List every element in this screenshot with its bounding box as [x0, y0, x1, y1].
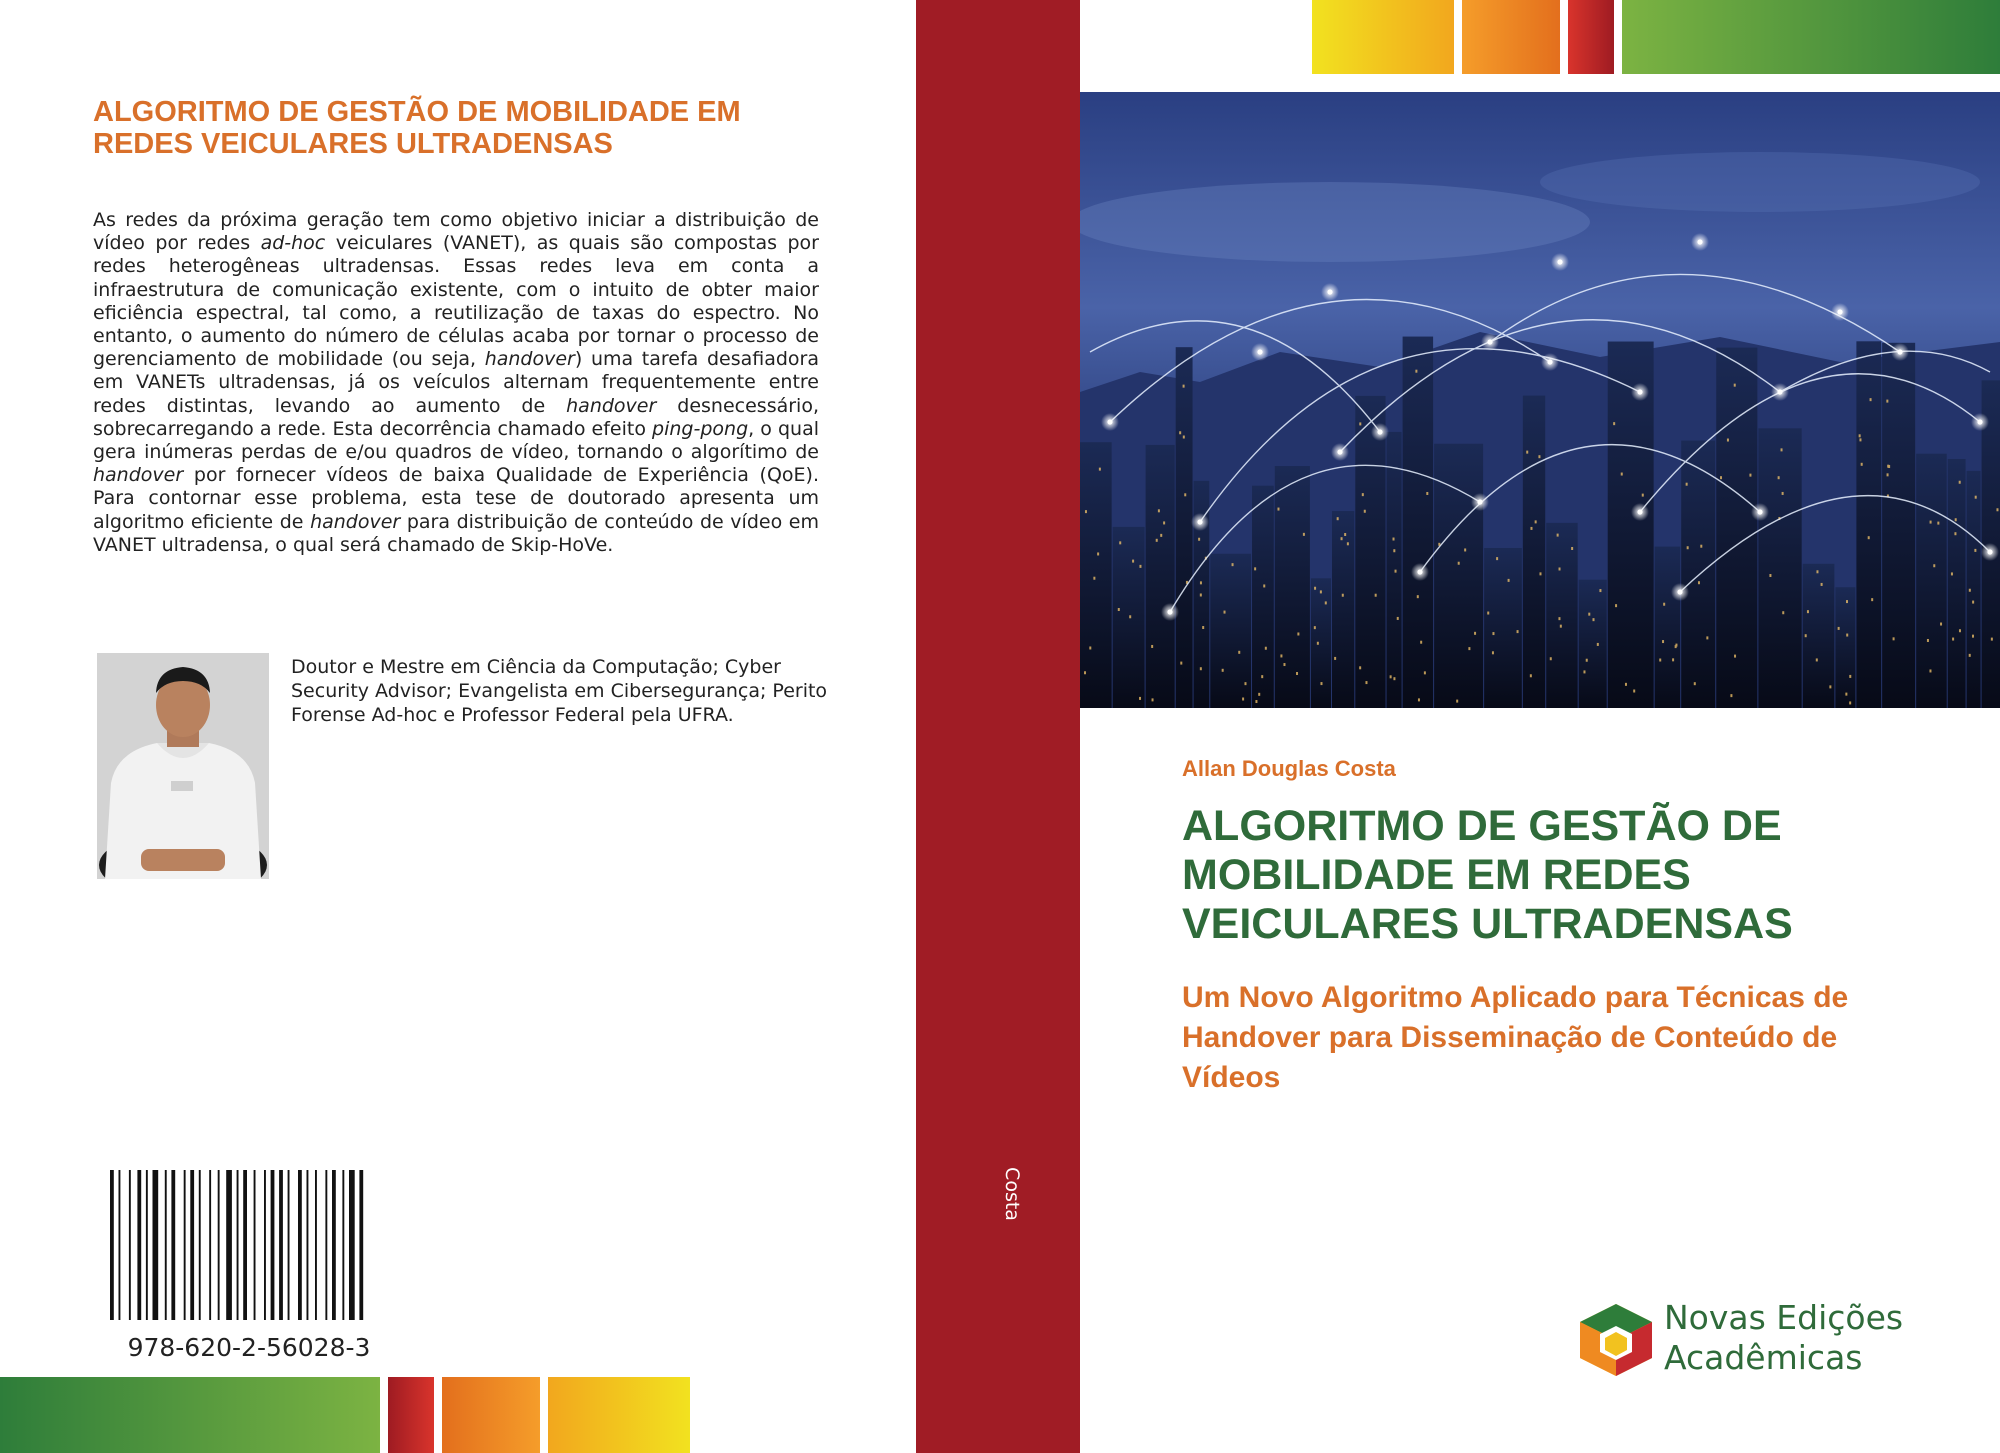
front-title: ALGORITMO DE GESTÃO DE MOBILIDADE EM REDES VEICULARES ULTRADENSAS	[1182, 802, 1793, 948]
author-bio: Doutor e Mestre em Ciência da Computação; Cyber Security Advisor; Evangelista em Cibersegurança; Perito Forense Ad-hoc e Professor Federal pela UFRA.	[291, 656, 828, 726]
back-cover-abstract	[93, 209, 819, 557]
front-subtitle: Um Novo Algoritmo Aplicado para Técnicas de Handover para Disseminação de Conteúdo de Vídeos	[1182, 981, 1849, 1094]
spine-author: Costa	[1001, 1167, 1023, 1221]
front-author: Allan Douglas Costa	[1182, 756, 1396, 781]
bottom-stripe-green	[0, 1377, 380, 1453]
top-stripe-red	[1568, 0, 1614, 74]
back-cover-title: ALGORITMO DE GESTÃO DE MOBILIDADE EM REDES VEICULARES ULTRADENSAS	[93, 96, 741, 160]
abstract-text: , o qual gera inúmeras perdas de e/ou quadros de vídeo, tornando o algorítimo de	[93, 417, 819, 464]
abstract-emphasis: handover	[484, 348, 575, 371]
publisher-name-line2: Acadêmicas	[1664, 1338, 1863, 1377]
barcode	[110, 1170, 388, 1320]
bottom-stripe-red	[388, 1377, 434, 1453]
abstract-emphasis: ping-pong	[652, 417, 749, 440]
abstract-emphasis: handover	[566, 394, 657, 417]
bottom-stripe-yellow	[548, 1377, 690, 1453]
top-stripe-orange	[1462, 0, 1560, 74]
back-cover	[0, 0, 916, 1453]
book-spine	[916, 0, 1080, 1453]
abstract-emphasis: ad-hoc	[260, 232, 326, 255]
abstract-text: ) uma tarefa desafiadora em VANETs ultradensas, já os veículos alternam frequentemente entre redes distintas, levando ao aumento de	[93, 348, 819, 417]
top-stripe-green	[1622, 0, 2000, 74]
abstract-text: por fornecer vídeos de baixa Qualidade de Experiência (QoE). Para contornar esse problema, esta tese de doutorado apresenta um algoritmo eficiente de	[93, 464, 819, 533]
abstract-emphasis: handover	[93, 464, 184, 487]
publisher-name-line1: Novas Edições	[1664, 1298, 1904, 1337]
isbn-number: 978-620-2-56028-3	[127, 1333, 371, 1362]
publisher-name	[1664, 1298, 1903, 1378]
abstract-text: desnecessário, sobrecarregando a rede. Esta decorrência chamado efeito	[93, 394, 819, 440]
abstract-text: para distribuição de conteúdo de vídeo em VANET ultradensa, o qual será chamado de Skip-HoVe.	[93, 510, 819, 556]
top-stripe-yellow	[1312, 0, 1454, 74]
author-portrait-icon	[97, 653, 269, 879]
hexagon-logo-icon	[1576, 1302, 1656, 1378]
bottom-stripe-orange	[442, 1377, 540, 1453]
abstract-text: As redes da próxima geração tem como objetivo iniciar a distribuição de vídeo por redes	[93, 209, 819, 255]
abstract-emphasis: handover	[310, 510, 401, 533]
city-network-illustration	[1080, 92, 2000, 708]
abstract-text: veiculares (VANET), as quais são compostas por redes heterogêneas ultradensas. Essas redes leva em conta a infraestrutura de comunicação existente, com o intuito de obter maior eficiência espectral, tal como, a reutilização de taxas do espectro. No entanto, o aumento do número de células acaba por tornar o processo de gerenciamento de mobilidade (ou seja,	[93, 232, 819, 371]
author-photo	[97, 653, 269, 879]
